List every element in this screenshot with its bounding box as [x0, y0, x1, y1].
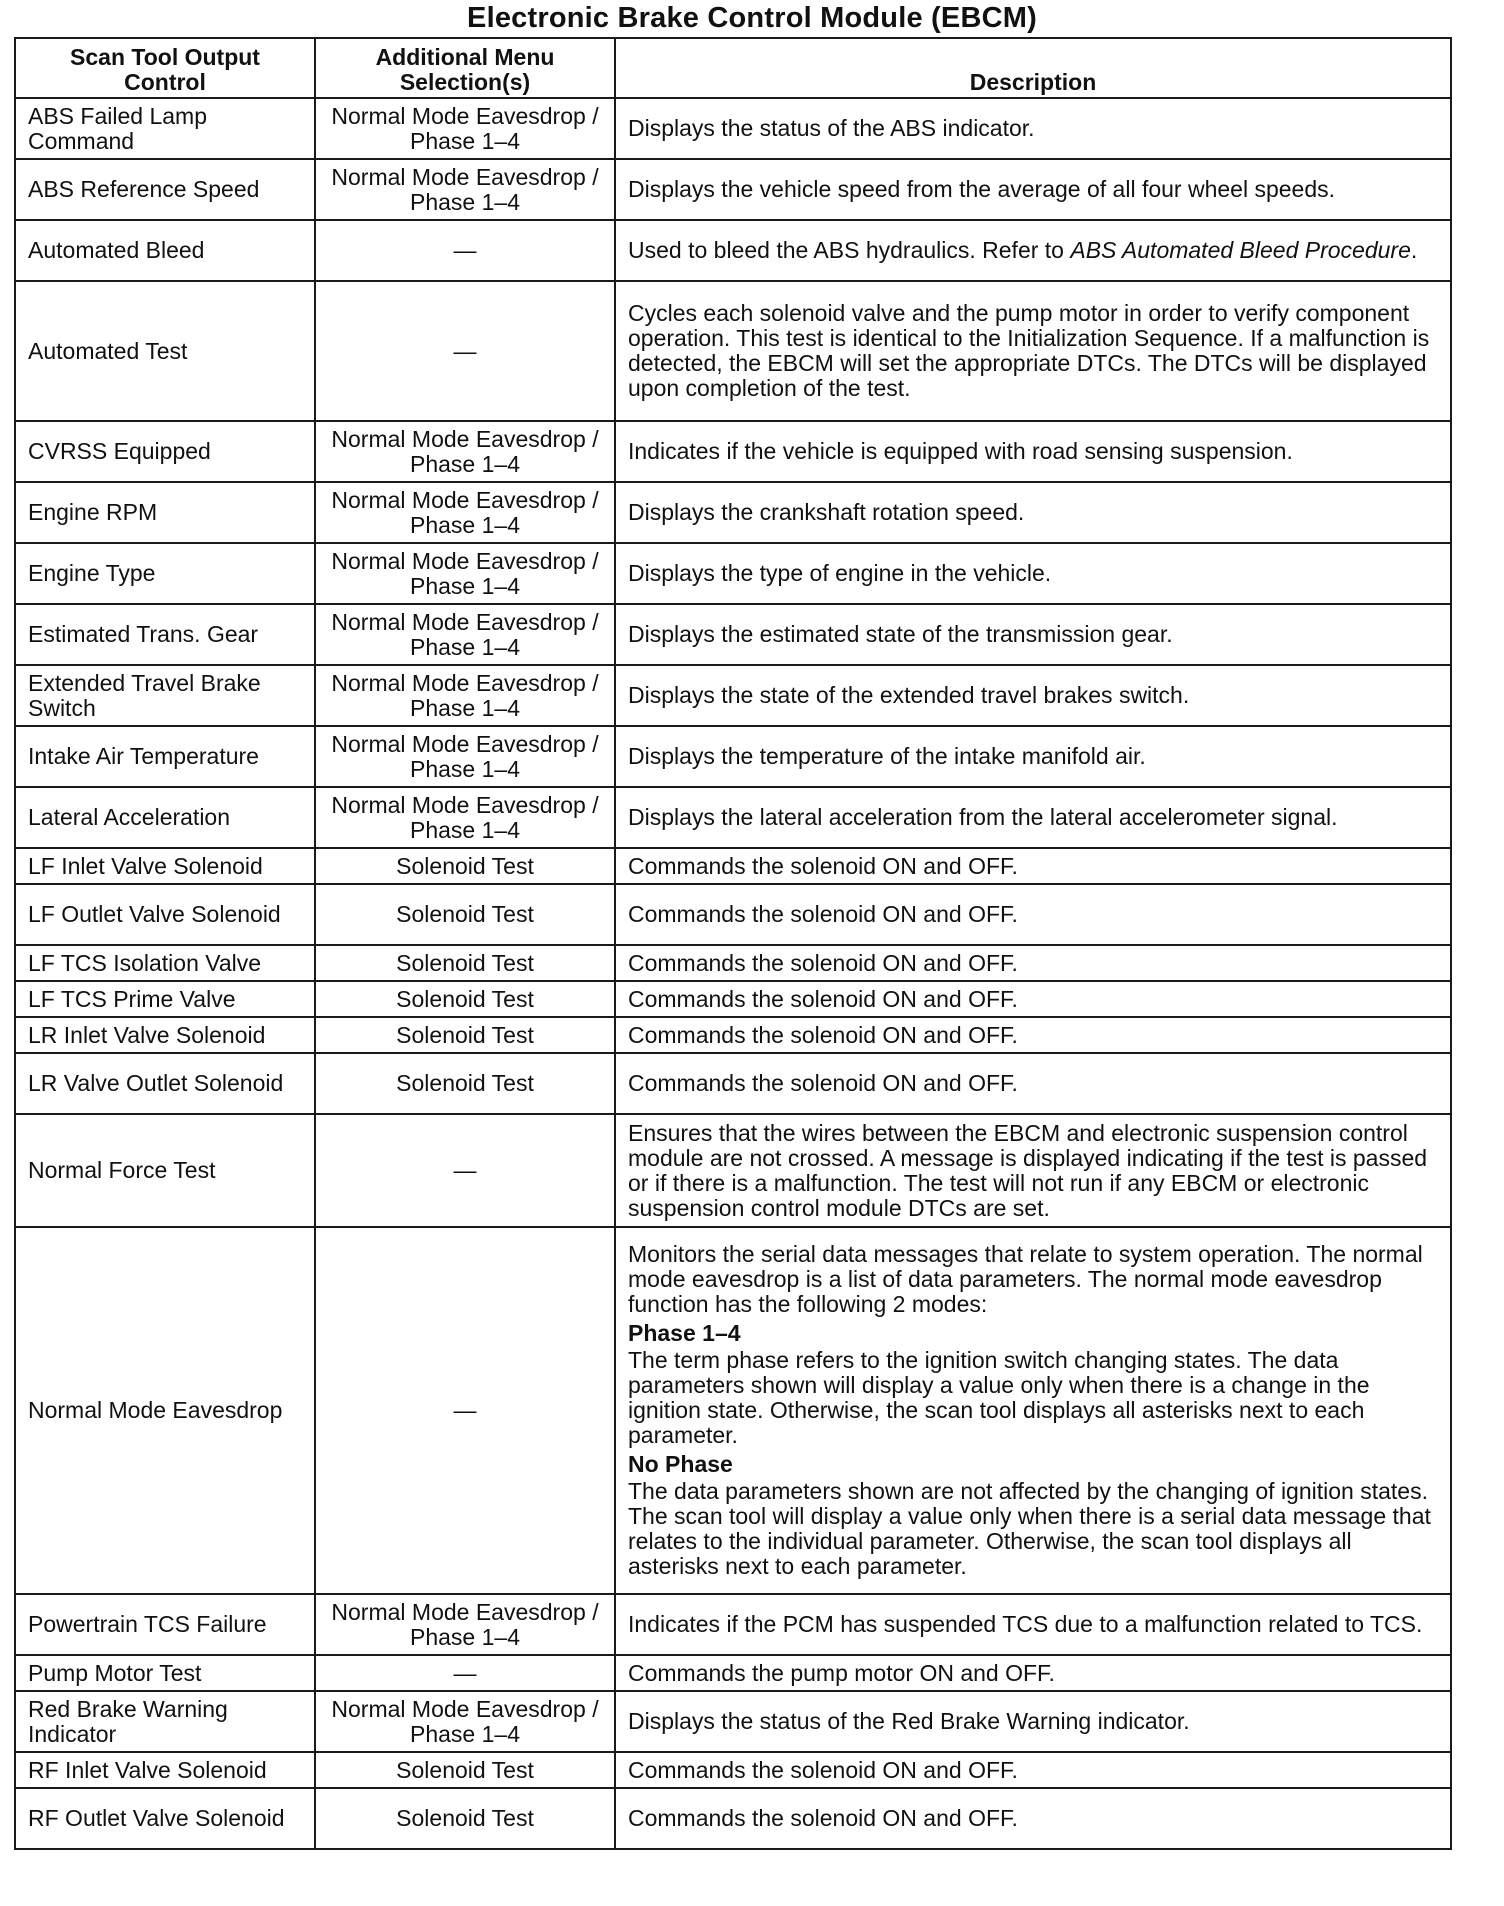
menu-cell: Normal Mode Eavesdrop / Phase 1–4 — [315, 1594, 615, 1655]
menu-cell: Normal Mode Eavesdrop / Phase 1–4 — [315, 726, 615, 787]
control-cell: Red Brake Warning Indicator — [15, 1691, 315, 1752]
control-cell: Normal Force Test — [15, 1114, 315, 1227]
menu-cell: Solenoid Test — [315, 981, 615, 1017]
table-row — [15, 482, 1451, 543]
table-row — [15, 159, 1451, 220]
control-cell: Lateral Acceleration — [15, 787, 315, 848]
table-row — [15, 1053, 1451, 1114]
description-cell: Displays the type of engine in the vehicle. — [615, 543, 1451, 604]
menu-cell: Solenoid Test — [315, 1788, 615, 1849]
description-cell: Indicates if the vehicle is equipped with road sensing suspension. — [615, 421, 1451, 482]
table-row — [15, 1691, 1451, 1752]
control-cell: LF Inlet Valve Solenoid — [15, 848, 315, 884]
table-row — [15, 787, 1451, 848]
control-cell: ABS Failed Lamp Command — [15, 98, 315, 159]
page-title: Electronic Brake Control Module (EBCM) — [467, 2, 1037, 34]
description-cell — [615, 1227, 1451, 1594]
control-cell: LR Inlet Valve Solenoid — [15, 1017, 315, 1053]
description-cell: Commands the solenoid ON and OFF. — [615, 945, 1451, 981]
description-cell: Displays the estimated state of the transmission gear. — [615, 604, 1451, 665]
menu-cell: — — [315, 1655, 615, 1691]
menu-cell: — — [315, 281, 615, 421]
menu-cell: Normal Mode Eavesdrop / Phase 1–4 — [315, 787, 615, 848]
table-row — [15, 98, 1451, 159]
table-row — [15, 884, 1451, 945]
table-row — [15, 1655, 1451, 1691]
menu-cell: Normal Mode Eavesdrop / Phase 1–4 — [315, 98, 615, 159]
control-cell: LF Outlet Valve Solenoid — [15, 884, 315, 945]
column-header-control: Scan Tool Output Control — [15, 38, 315, 98]
description-cell: Commands the solenoid ON and OFF. — [615, 848, 1451, 884]
menu-cell: Solenoid Test — [315, 1017, 615, 1053]
menu-cell: Normal Mode Eavesdrop / Phase 1–4 — [315, 1691, 615, 1752]
table-row — [15, 281, 1451, 421]
column-header-menu: Additional Menu Selection(s) — [315, 38, 615, 98]
control-cell: Automated Test — [15, 281, 315, 421]
description-cell: Displays the vehicle speed from the average of all four wheel speeds. — [615, 159, 1451, 220]
table-row — [15, 1594, 1451, 1655]
menu-cell: Normal Mode Eavesdrop / Phase 1–4 — [315, 604, 615, 665]
menu-cell: Normal Mode Eavesdrop / Phase 1–4 — [315, 421, 615, 482]
control-cell: Automated Bleed — [15, 220, 315, 281]
description-cell: Commands the solenoid ON and OFF. — [615, 981, 1451, 1017]
description-cell: Displays the status of the ABS indicator. — [615, 98, 1451, 159]
table-row — [15, 665, 1451, 726]
control-cell: Powertrain TCS Failure — [15, 1594, 315, 1655]
table-row — [15, 726, 1451, 787]
procedure-reference: ABS Automated Bleed Procedure — [1070, 237, 1411, 263]
control-cell: Engine RPM — [15, 482, 315, 543]
control-cell: Engine Type — [15, 543, 315, 604]
table-row — [15, 543, 1451, 604]
description-cell: Commands the solenoid ON and OFF. — [615, 1053, 1451, 1114]
menu-cell: Normal Mode Eavesdrop / Phase 1–4 — [315, 665, 615, 726]
table-row — [15, 1752, 1451, 1788]
control-cell: Extended Travel Brake Switch — [15, 665, 315, 726]
menu-cell: Solenoid Test — [315, 1752, 615, 1788]
ebcm-output-control-table — [14, 37, 1452, 1850]
description-cell: Indicates if the PCM has suspended TCS due to a malfunction related to TCS. — [615, 1594, 1451, 1655]
table-row — [15, 945, 1451, 981]
control-cell: Estimated Trans. Gear — [15, 604, 315, 665]
phase-text: The term phase refers to the ignition switch changing states. The data parameters shown will display a value only when there is a change in the ignition state. Otherwise, the scan tool displays all asterisks next to each parameter. — [628, 1347, 1370, 1448]
description-cell: Commands the solenoid ON and OFF. — [615, 884, 1451, 945]
table-row — [15, 1017, 1451, 1053]
description-cell: Displays the state of the extended travel brakes switch. — [615, 665, 1451, 726]
control-cell: RF Outlet Valve Solenoid — [15, 1788, 315, 1849]
table-row — [15, 604, 1451, 665]
control-cell: Pump Motor Test — [15, 1655, 315, 1691]
control-cell: CVRSS Equipped — [15, 421, 315, 482]
description-cell: Displays the status of the Red Brake Warning indicator. — [615, 1691, 1451, 1752]
table-row — [15, 848, 1451, 884]
control-cell: ABS Reference Speed — [15, 159, 315, 220]
menu-cell: Solenoid Test — [315, 1053, 615, 1114]
column-header-description: Description — [615, 38, 1451, 98]
table-row — [15, 220, 1451, 281]
menu-cell: — — [315, 1227, 615, 1594]
table-row — [15, 421, 1451, 482]
phase-heading: Phase 1–4 — [628, 1320, 741, 1346]
menu-cell: Solenoid Test — [315, 945, 615, 981]
menu-cell: Solenoid Test — [315, 884, 615, 945]
description-cell: Displays the crankshaft rotation speed. — [615, 482, 1451, 543]
control-cell: LF TCS Prime Valve — [15, 981, 315, 1017]
description-text-end: . — [1410, 237, 1418, 263]
menu-cell: Normal Mode Eavesdrop / Phase 1–4 — [315, 543, 615, 604]
control-cell: LR Valve Outlet Solenoid — [15, 1053, 315, 1114]
menu-cell: — — [315, 1114, 615, 1227]
control-cell: LF TCS Isolation Valve — [15, 945, 315, 981]
description-cell — [615, 220, 1451, 281]
table-row — [15, 1227, 1451, 1594]
description-cell: Ensures that the wires between the EBCM and electronic suspension control module are not crossed. A message is displayed indicating if the test is passed or if there is a malfunction. The test will not run if any EBCM or electronic suspension control module DTCs are set. — [615, 1114, 1451, 1227]
control-cell: RF Inlet Valve Solenoid — [15, 1752, 315, 1788]
menu-cell: Normal Mode Eavesdrop / Phase 1–4 — [315, 482, 615, 543]
no-phase-text: The data parameters shown are not affected by the changing of ignition states. The scan tool will display a value only when there is a serial data message that relates to the individual parameter. Otherwise, the scan tool displays all asterisks next to each parameter. — [628, 1478, 1431, 1579]
description-cell: Cycles each solenoid valve and the pump motor in order to verify component operation. This test is identical to the Initialization Sequence. If a malfunction is detected, the EBCM will set the appropriate DTCs. The DTCs will be displayed upon completion of the test. — [615, 281, 1451, 421]
description-cell: Commands the solenoid ON and OFF. — [615, 1752, 1451, 1788]
table-header-row — [15, 38, 1451, 98]
description-cell: Commands the pump motor ON and OFF. — [615, 1655, 1451, 1691]
no-phase-heading: No Phase — [628, 1451, 733, 1477]
description-cell: Commands the solenoid ON and OFF. — [615, 1788, 1451, 1849]
description-cell: Displays the lateral acceleration from the lateral accelerometer signal. — [615, 787, 1451, 848]
menu-cell: Normal Mode Eavesdrop / Phase 1–4 — [315, 159, 615, 220]
description-cell: Commands the solenoid ON and OFF. — [615, 1017, 1451, 1053]
table-row — [15, 981, 1451, 1017]
table-row — [15, 1788, 1451, 1849]
menu-cell: Solenoid Test — [315, 848, 615, 884]
control-cell: Normal Mode Eavesdrop — [15, 1227, 315, 1594]
table-row — [15, 1114, 1451, 1227]
description-cell: Displays the temperature of the intake manifold air. — [615, 726, 1451, 787]
description-text: Used to bleed the ABS hydraulics. Refer to — [628, 237, 1071, 263]
description-text: Monitors the serial data messages that relate to system operation. The normal mode eavesdrop is a list of data parameters. The normal mode eavesdrop function has the following 2 modes: — [628, 1241, 1423, 1317]
menu-cell: — — [315, 220, 615, 281]
control-cell: Intake Air Temperature — [15, 726, 315, 787]
